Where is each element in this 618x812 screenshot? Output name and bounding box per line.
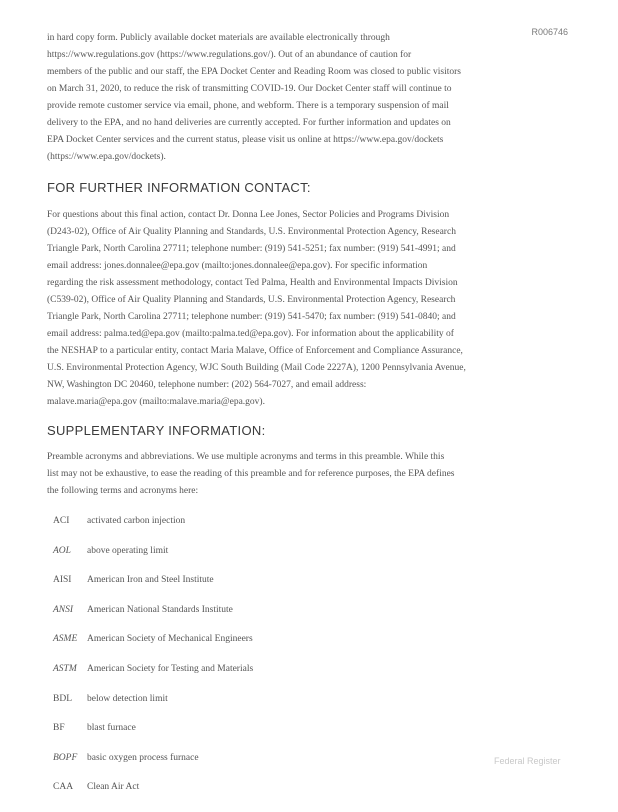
intro-line: (https://www.epa.gov/dockets). (47, 152, 166, 162)
intro-line: https://www.regulations.gov (https://www.regulations.gov/). Out of an abundance of caution for (47, 50, 412, 60)
acronym-term: basic oxygen process furnace (87, 752, 199, 763)
document-id: R006746 (531, 27, 568, 37)
intro-paragraph (47, 30, 572, 166)
acronym-abbr: ACI (53, 516, 70, 526)
acronym-list (47, 516, 572, 812)
contact-paragraph (47, 207, 572, 411)
acronym-term: American Society for Testing and Materials (87, 663, 254, 674)
acronym-item (47, 546, 572, 576)
acronym-abbr: AOL (53, 545, 71, 556)
document-body (47, 30, 572, 812)
acronym-item (47, 605, 572, 635)
contact-line: the NESHAP to a particular entity, contact Maria Malave, Office of Enforcement and Compliance Assurance, (47, 346, 463, 356)
supplementary-paragraph (47, 449, 572, 500)
acronym-term: above operating limit (87, 545, 169, 556)
contact-line: U.S. Environmental Protection Agency, WJC South Building (Mail Code 2227A), 1200 Pennsylvania Avenue, (47, 363, 466, 373)
intro-line: in hard copy form. Publicly available docket materials are available electronically through (47, 33, 390, 43)
acronym-item (47, 575, 572, 605)
further-information-heading: FOR FURTHER INFORMATION CONTACT: (47, 180, 311, 195)
acronym-abbr: BOPF (53, 752, 78, 763)
acronym-term: American National Standards Institute (87, 604, 233, 615)
footer-watermark: Federal Register (494, 756, 561, 766)
acronym-term: below detection limit (87, 693, 168, 704)
supplementary-line: list may not be exhaustive, to ease the reading of this preamble and for reference purposes, the EPA defines (47, 469, 455, 479)
intro-line: delivery to the EPA, and no hand deliveries are currently accepted. For further information and updates on (47, 118, 451, 128)
acronym-item (47, 723, 572, 753)
acronym-item (47, 694, 572, 724)
supplementary-line: Preamble acronyms and abbreviations. We use multiple acronyms and terms in this preamble. While this (47, 452, 445, 462)
acronym-abbr: BDL (53, 693, 72, 704)
supplementary-line: the following terms and acronyms here: (47, 486, 199, 496)
acronym-item (47, 782, 572, 812)
intro-line: members of the public and our staff, the EPA Docket Center and Reading Room was closed to public visitors (47, 67, 461, 77)
contact-line: email address: palma.ted@epa.gov (mailto:palma.ted@epa.gov). For information about the applicability of (47, 329, 454, 339)
acronym-term: blast furnace (87, 723, 136, 734)
acronym-item (47, 516, 572, 546)
contact-line: regarding the risk assessment methodology, contact Ted Palma, Health and Environmental Impacts Division (47, 278, 458, 288)
contact-line: email address: jones.donnalee@epa.gov (mailto:jones.donnalee@epa.gov). For specific information (47, 261, 428, 271)
acronym-abbr: ANSI (53, 604, 74, 615)
acronym-term: American Society of Mechanical Engineers (87, 634, 253, 645)
acronym-item (47, 664, 572, 694)
acronym-abbr: ASTM (53, 663, 77, 674)
intro-line: on March 31, 2020, to reduce the risk of transmitting COVID-19. Our Docket Center staff will continue to (47, 84, 452, 94)
acronym-term: American Iron and Steel Institute (87, 575, 214, 586)
contact-line: Triangle Park, North Carolina 27711; telephone number: (919) 541-5251; fax number: (919) 541-4991; and (47, 244, 456, 254)
intro-line: EPA Docket Center services and the current status, please visit us online at https://www.epa.gov/dockets (47, 135, 444, 145)
acronym-term: activated carbon injection (87, 516, 186, 526)
contact-line: malave.maria@epa.gov (mailto:malave.maria@epa.gov). (47, 397, 265, 407)
contact-line: For questions about this final action, contact Dr. Donna Lee Jones, Sector Policies and Programs Division (47, 210, 450, 220)
supplementary-information-heading: SUPPLEMENTARY INFORMATION: (47, 423, 266, 438)
acronym-abbr: CAA (53, 782, 74, 793)
intro-line: provide remote customer service via email, phone, and webform. There is a temporary suspension of mail (47, 101, 449, 111)
contact-line: (D243-02), Office of Air Quality Planning and Standards, U.S. Environmental Protection Agency, Research (47, 227, 456, 237)
acronym-abbr: ASME (53, 634, 78, 645)
acronym-abbr: AISI (53, 575, 72, 586)
contact-line: (C539-02), Office of Air Quality Planning and Standards, U.S. Environmental Protection Agency, Research (47, 295, 456, 305)
contact-line: Triangle Park, North Carolina 27711; telephone number: (919) 541-5470; fax number: (919) 541-0840; and (47, 312, 456, 322)
acronym-item (47, 634, 572, 664)
acronym-abbr: BF (53, 723, 65, 734)
acronym-term: Clean Air Act (87, 782, 140, 793)
contact-line: NW, Washington DC 20460, telephone number: (202) 564-7027, and email address: (47, 380, 367, 390)
